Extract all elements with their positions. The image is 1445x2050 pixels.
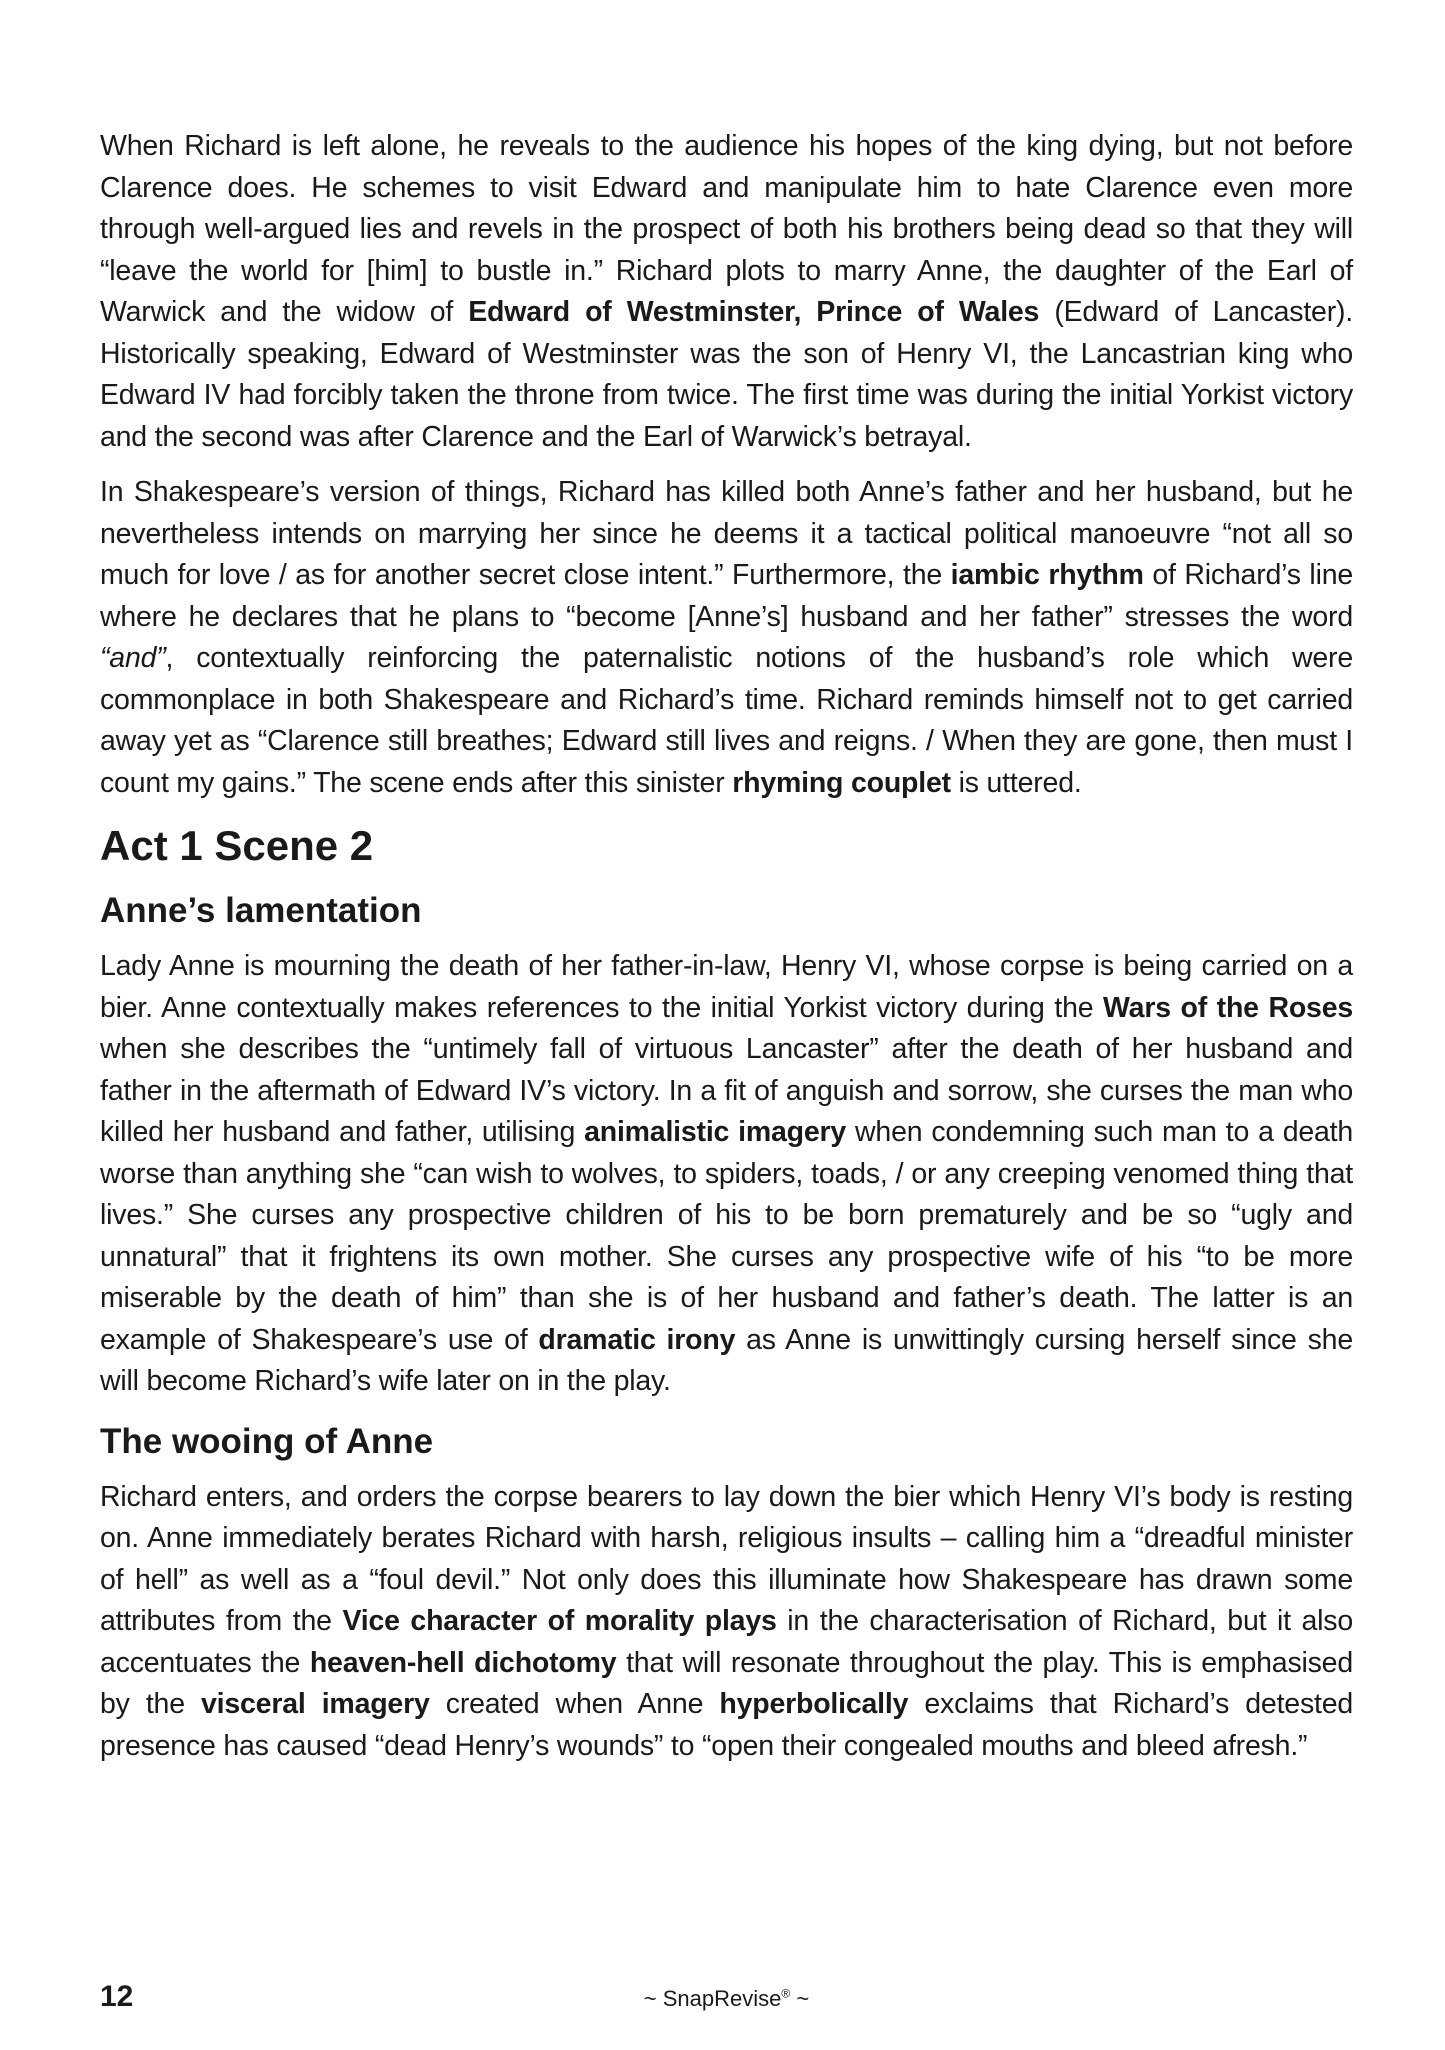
text-run: exclaims that Richard’s detested presence has caused “dead Henry’s wounds” to “open their congealed mouths and bleed afresh.” (100, 1688, 1354, 1762)
text-run: In Shakespeare’s version of things, Richard has killed both Anne’s father and her husband, but he nevertheless intends on marrying her since he deems it a tactical political manoeuvre “not all so much for love / as for another secret close intent.” Furthermore, the (100, 476, 1353, 591)
paragraph (100, 126, 1353, 458)
text-run: in the characterisation of Richard, but it also accentuates the (100, 1605, 1353, 1679)
bold-term: visceral imagery (201, 1688, 430, 1720)
text-run: , contextually reinforcing the paternalistic notions of the husband’s role which were commonplace in both Shakespeare and Richard’s time. Richard reminds himself not to get carried away yet as “Clarence still breathes; Edward still lives and reigns. / When they are gone, then must I count my gains.” The scene ends after this sinister (100, 642, 1353, 799)
bold-term: iambic rhythm (950, 559, 1144, 591)
text-run: Lady Anne is mourning the death of her father-in-law, Henry VI, whose corpse is being carried on a bier. Anne contextually makes references to the initial Yorkist victory during the (100, 950, 1353, 1024)
subsection-heading: Anne’s lamentation (100, 891, 422, 930)
text-run: created when Anne (429, 1688, 720, 1720)
tilde-left: ~ (643, 1986, 657, 2011)
bold-term: dramatic irony (538, 1323, 736, 1356)
bold-term: rhyming couplet (732, 766, 951, 799)
bold-term: Vice character of morality plays (342, 1605, 777, 1637)
text-run: when she describes the “untimely fall of virtuous Lancaster” after the death of her husband and father in the aftermath of Edward IV’s victory. In a fit of anguish and sorrow, she curses the man who killed her husband and father, utilising (100, 1033, 1353, 1148)
text-run: of Richard’s line where he declares that he plans to “become [Anne’s] husband and her father” stresses the word (100, 559, 1354, 633)
bold-term: Wars of the Roses (1103, 991, 1354, 1024)
page-number: 12 (100, 1980, 134, 2013)
paragraph (100, 1477, 1353, 1768)
bold-term: animalistic imagery (584, 1116, 847, 1148)
text-run: Richard enters, and orders the corpse bearers to lay down the bier which Henry VI’s body is resting on. Anne immediately berates Richard with harsh, religious insults – calling him a “dreadful minister of hell” as well as a “foul devil.” Not only does this illuminate how Shakespeare has drawn some attributes from the (100, 1480, 1353, 1637)
page-footer (100, 1980, 1353, 2024)
text-run: as Anne is unwittingly cursing herself since she will become Richard’s wife later on in the play. (100, 1323, 1353, 1397)
bold-term: hyperbolically (719, 1688, 909, 1720)
text-run: that will resonate throughout the play. This is emphasised by the (100, 1646, 1353, 1720)
text-run: When Richard is left alone, he reveals to the audience his hopes of the king dying, but not before Clarence does. He schemes to visit Edward and manipulate him to hate Clarence even more through well-argued lies and revels in the prospect of both his brothers being dead so that they will “leave the world for [him] to bustle in.” Richard plots to marry Anne, the daughter of the Earl of Warwick and the widow of (100, 130, 1353, 328)
bold-term: Edward of Westminster, Prince of Wales (468, 296, 1040, 328)
text-run: (Edward of Lancaster). Historically speaking, Edward of Westminster was the son of Henry VI, the Lancastrian king who Edward IV had forcibly taken the throne from twice. The first time was during the initial Yorkist victory and the second was after Clarence and the Earl of Warwick’s betrayal. (100, 296, 1353, 453)
registered-mark: ® (781, 1986, 791, 2001)
brand-name: SnapRevise (662, 1986, 782, 2011)
text-run: is uttered. (950, 766, 1082, 799)
paragraph (100, 946, 1353, 1403)
paragraph (100, 472, 1353, 804)
footer-brand (100, 1986, 1353, 2012)
tilde-right: ~ (796, 1986, 810, 2011)
page-content (100, 126, 1353, 1767)
subsection-heading: The wooing of Anne (100, 1421, 434, 1461)
italic-term: “and” (100, 642, 166, 674)
bold-term: heaven-hell dichotomy (309, 1646, 617, 1679)
text-run: when condemning such man to a death worse than anything she “can wish to wolves, to spiders, toads, / or any creeping venomed thing that lives.” She curses any prospective children of his to be born prematurely and be so “ugly and unnatural” that it frightens its own mother. She curses any prospective wife of his “to be more miserable by the death of him” than she is of her husband and father’s death. The latter is an example of Shakespeare’s use of (100, 1116, 1354, 1356)
section-heading: Act 1 Scene 2 (100, 822, 374, 869)
